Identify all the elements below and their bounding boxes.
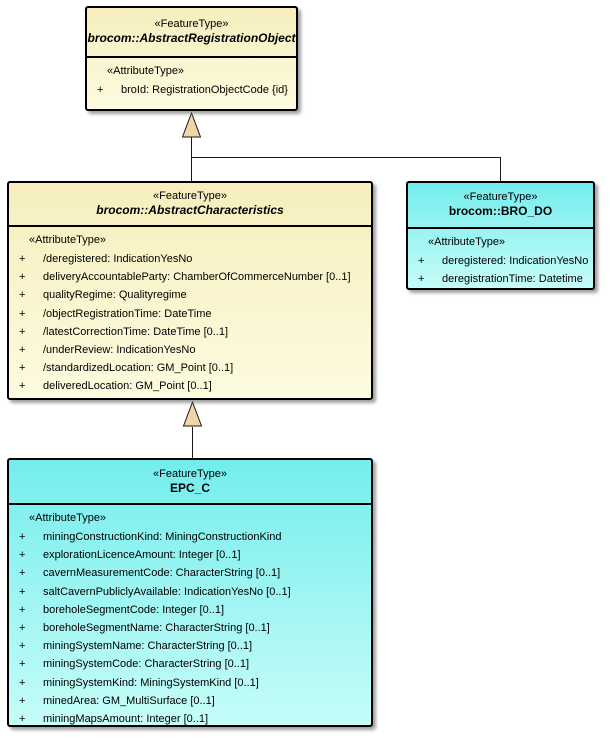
class-header — [9, 183, 371, 227]
attribute-text: miningMapsAmount: Integer [0..1] — [43, 713, 209, 726]
attribute-row — [416, 252, 589, 270]
class-box-abstract-registration-object — [85, 6, 298, 111]
attribute-compartment — [408, 229, 593, 288]
visibility-sign: + — [19, 694, 26, 707]
visibility-sign: + — [418, 273, 425, 286]
attribute-row — [17, 655, 367, 673]
attribute-text: miningSystemName: CharacterString [0..1] — [43, 640, 253, 653]
attribute-text: /objectRegistrationTime: DateTime — [43, 307, 212, 320]
attribute-text: /standardizedLocation: GM_Point [0..1] — [43, 362, 234, 375]
class-stereotype: «FeatureType» — [154, 18, 229, 31]
attribute-row — [95, 81, 292, 99]
attribute-row — [17, 286, 367, 304]
generalization-triangle-icon — [184, 402, 202, 426]
class-header — [9, 460, 371, 505]
attribute-row — [17, 710, 367, 727]
class-stereotype: «FeatureType» — [153, 467, 227, 480]
attribute-row — [17, 250, 367, 268]
attribute-list — [17, 528, 367, 727]
visibility-sign: + — [19, 344, 26, 357]
attribute-stereotype: «AttributeType» — [29, 234, 107, 246]
generalization-arrow-epcc-to-characteristics — [184, 402, 202, 459]
attribute-list — [17, 250, 367, 396]
attribute-list — [416, 252, 589, 288]
attribute-stereotype: «AttributeType» — [428, 236, 506, 248]
attribute-row — [17, 564, 367, 582]
visibility-sign: + — [97, 84, 104, 96]
visibility-sign: + — [19, 676, 26, 689]
attribute-text: deliveryAccountableParty: ChamberOfCommerceNumber [0..1] — [43, 271, 351, 284]
attribute-text: miningSystemCode: CharacterString [0..1] — [43, 658, 250, 671]
visibility-sign: + — [19, 362, 26, 375]
generalization-triangle-icon — [183, 113, 201, 137]
class-stereotype: «FeatureType» — [463, 191, 538, 204]
attribute-stereotype: «AttributeType» — [29, 512, 107, 524]
attribute-compartment — [87, 58, 296, 99]
attribute-row — [17, 674, 367, 692]
attribute-text: minedArea: GM_MultiSurface [0..1] — [43, 694, 215, 707]
visibility-sign: + — [418, 255, 425, 267]
attribute-row — [17, 528, 367, 546]
visibility-sign: + — [19, 603, 26, 616]
attribute-row — [17, 359, 367, 377]
attribute-row — [17, 546, 367, 564]
attribute-compartment — [9, 505, 371, 727]
visibility-sign: + — [19, 585, 26, 598]
attribute-stereotype: «AttributeType» — [107, 65, 185, 77]
attribute-text: miningSystemKind: MiningSystemKind [0..1] — [43, 676, 259, 689]
class-stereotype: «FeatureType» — [153, 190, 227, 203]
attribute-text: deregistrationTime: Datetime — [442, 273, 583, 286]
visibility-sign: + — [19, 640, 26, 653]
attribute-row — [17, 619, 367, 637]
attribute-text: miningConstructionKind: MiningConstructionKind — [43, 531, 282, 543]
visibility-sign: + — [19, 253, 26, 265]
attribute-row — [17, 377, 367, 395]
class-box-abstract-characteristics — [7, 181, 373, 400]
visibility-sign: + — [19, 271, 26, 284]
visibility-sign: + — [19, 380, 26, 393]
attribute-text: saltCavernPubliclyAvailable: IndicationYesNo [0..1] — [43, 585, 291, 598]
attribute-text: /latestCorrectionTime: DateTime [0..1] — [43, 325, 229, 338]
visibility-sign: + — [19, 567, 26, 580]
attribute-row — [17, 305, 367, 323]
class-header — [87, 8, 296, 58]
attribute-row — [416, 270, 589, 288]
attribute-text: /deregistered: IndicationYesNo — [43, 253, 193, 265]
attribute-text: cavernMeasurementCode: CharacterString [0..1] — [43, 567, 281, 580]
attribute-text: explorationLicenceAmount: Integer [0..1] — [43, 549, 241, 562]
visibility-sign: + — [19, 325, 26, 338]
attribute-text: deliveredLocation: GM_Point [0..1] — [43, 380, 212, 393]
attribute-row — [17, 601, 367, 619]
visibility-sign: + — [19, 658, 26, 671]
class-name: brocom::AbstractCharacteristics — [96, 203, 284, 218]
attribute-row — [17, 268, 367, 286]
class-box-epc-c — [7, 458, 373, 727]
class-name: EPC_C — [169, 480, 210, 495]
attribute-text: /underReview: IndicationYesNo — [43, 344, 196, 357]
attribute-row — [17, 583, 367, 601]
attribute-text: deregistered: IndicationYesNo — [442, 255, 589, 267]
visibility-sign: + — [19, 289, 26, 302]
class-name: brocom::AbstractRegistrationObject — [87, 31, 296, 46]
attribute-list — [95, 81, 292, 99]
class-box-bro-do — [406, 181, 595, 290]
visibility-sign: + — [19, 713, 26, 726]
attribute-text: broId: RegistrationObjectCode {id} — [121, 84, 288, 96]
visibility-sign: + — [19, 531, 26, 543]
visibility-sign: + — [19, 549, 26, 562]
attribute-row — [17, 692, 367, 710]
attribute-text: boreholeSegmentName: CharacterString [0..1] — [43, 622, 270, 635]
class-name: brocom::BRO_DO — [448, 204, 553, 219]
attribute-text: qualityRegime: Qualityregime — [43, 289, 187, 302]
attribute-text: boreholeSegmentCode: Integer [0..1] — [43, 603, 225, 616]
attribute-row — [17, 341, 367, 359]
attribute-row — [17, 637, 367, 655]
class-header — [408, 183, 593, 229]
attribute-row — [17, 323, 367, 341]
generalization-arrow-characteristics-to-registrationobject — [183, 113, 501, 182]
visibility-sign: + — [19, 307, 26, 320]
attribute-compartment — [9, 227, 371, 396]
visibility-sign: + — [19, 622, 26, 635]
